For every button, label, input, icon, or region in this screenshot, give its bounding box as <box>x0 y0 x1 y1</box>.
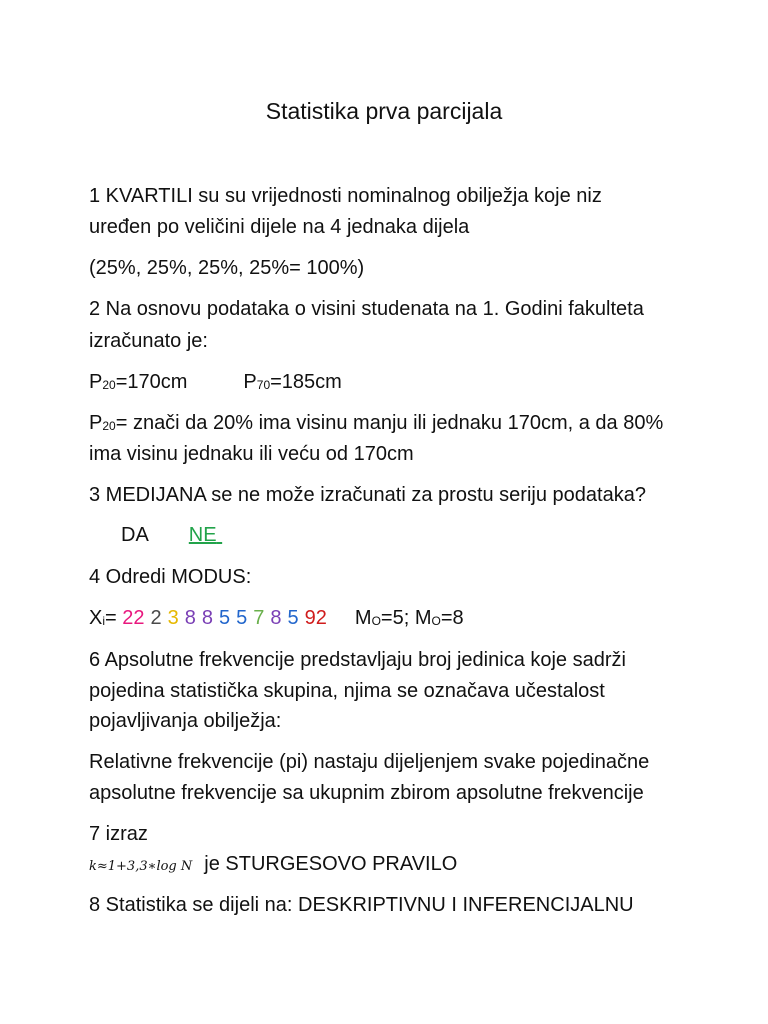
xi-value: 3 <box>167 607 179 629</box>
p20-value: =170cm <box>115 371 188 393</box>
xi-value: 92 <box>304 607 327 629</box>
q6-line-3: pojavljivanja obilježja: <box>89 710 282 732</box>
sturges-text: je STURGESOVO PRAVILO <box>204 853 458 875</box>
xi-value: 7 <box>253 607 265 629</box>
p20-expl-subscript: 20 <box>102 419 116 433</box>
q8-line-1: 8 Statistika se dijeli na: DESKRIPTIVNU I INFERENCIJALNU <box>89 894 634 916</box>
mo1-label: M <box>354 607 372 629</box>
page-title: Statistika prva parcijala <box>265 98 503 124</box>
percentile-explanation-line-1 <box>89 408 663 438</box>
mo2-label: M <box>414 607 432 629</box>
xi-equals: = <box>105 607 117 629</box>
q4-question: 4 Odredi MODUS: <box>89 566 252 588</box>
q6-line-2: pojedina statistička skupina, njima se označava učestalost <box>89 680 605 702</box>
option-da: DA <box>121 524 149 546</box>
modus-data-row <box>89 603 464 633</box>
xi-value: 22 <box>122 607 145 629</box>
xi-value: 8 <box>201 607 214 629</box>
p20-expl-symbol: P <box>89 412 103 434</box>
q1-line-2: uređen po veličini dijele na 4 jednaka dijela <box>89 216 470 238</box>
xi-value: 8 <box>184 607 196 629</box>
q3-question: 3 MEDIJANA se ne može izračunati za prostu seriju podataka? <box>89 484 646 506</box>
xi-subscript: i <box>102 614 106 628</box>
q2-line-2: izračunato je: <box>89 330 208 352</box>
q6-line-1: 6 Apsolutne frekvencije predstavljaju broj jedinica koje sadrži <box>89 649 626 671</box>
mo2-value: =8 <box>440 607 464 629</box>
q2-line-1: 2 Na osnovu podataka o visini studenata na 1. Godini fakulteta <box>89 298 644 320</box>
q3-options <box>121 520 222 550</box>
p70-symbol: P <box>243 371 257 393</box>
xi-value: 5 <box>287 607 299 629</box>
q1-line-3: (25%, 25%, 25%, 25%= 100%) <box>89 257 365 279</box>
xi-value: 8 <box>270 607 282 629</box>
q6-line-5: apsolutne frekvencije sa ukupnim zbirom apsolutne frekvencije <box>89 782 644 804</box>
mo1-value: =5; <box>380 607 410 629</box>
q6-line-4: Relativne frekvencije (pi) nastaju dijeljenjem svake pojedinačne <box>89 751 650 773</box>
p20-symbol: P <box>89 371 103 393</box>
q1-line-1: 1 KVARTILI su su vrijednosti nominalnog obilježja koje niz <box>89 185 602 207</box>
p70-value: =185cm <box>270 371 342 393</box>
p20-subscript: 20 <box>102 378 116 392</box>
xi-value: 5 <box>219 607 231 629</box>
mo2-subscript: O <box>431 614 441 628</box>
p70-subscript: 70 <box>256 378 271 392</box>
xi-value: 5 <box>236 607 248 629</box>
sturges-formula: k≈1+3,3∗log N <box>89 859 193 874</box>
xi-label: X <box>89 607 103 629</box>
mo1-subscript: O <box>371 614 381 628</box>
percentile-values <box>89 367 342 397</box>
q7-line-2 <box>89 849 457 882</box>
xi-value: 2 <box>150 607 162 629</box>
option-ne-answer: NE <box>188 524 217 546</box>
percentile-explanation-line-2: ima visinu jednaku ili veću od 170cm <box>89 443 414 465</box>
xi-values <box>122 607 333 629</box>
p20-expl-text: = znači da 20% ima visinu manju ili jednaku 170cm, a da 80% <box>115 412 664 434</box>
q7-line-1: 7 izraz <box>89 823 148 845</box>
